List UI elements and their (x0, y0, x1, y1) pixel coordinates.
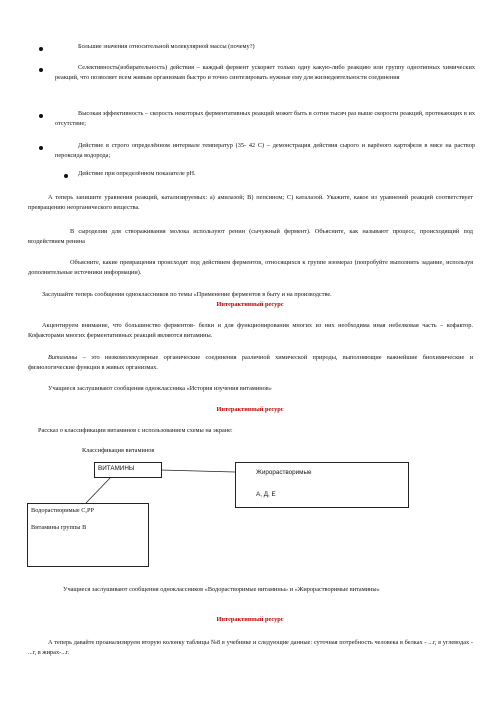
bullet-item: Действие при определённом показателе рН. (78, 170, 196, 177)
paragraph: Рассказ о классификации витаминов с использованием схемы на экране: (38, 427, 233, 434)
bullet-item: Действие в строго определённом интервале температур (35- 42 С) – демонстрация действия сырого и варёного картофеля в мясе на раствор пероксида водорода; (55, 142, 475, 159)
diagram-root-label: ВИТАМИНЫ (98, 465, 135, 472)
diagram-water-soluble-title: Водорастворимые С,РР (31, 507, 94, 514)
interactive-resource-link[interactable]: Интерактивный ресурс (216, 616, 284, 623)
diagram-caption: Классификация витаминов (82, 447, 155, 454)
paragraph: А теперь давайте проанализируем вторую колонку таблицы №8 в учебнике и следующие данные: суточная потребность человека в белках - ...г, в углеводах - ...г, в жирах-...г. (28, 639, 473, 656)
paragraph: А теперь запишите уравнения реакций, катализируемых: а) амилазой; В) пепсином; С) каталазой. Укажите, какое из уравнений реакций соответствует превращению неорганического вещества. (28, 194, 473, 211)
bullet-item: Селективность(избирательность) действия – каждый фермент ускоряет только одну какую-либо реакцию или группу однотипных химических реакций, что позволяет всем живым организмам быстро и точно синтезировать нужные ему для жизнедеятельности соединения (55, 64, 475, 81)
paragraph: Учащиеся заслушивают сообщения одноклассников «Водорастворимые витамины» и «Жирорастворимые витамины» (63, 586, 380, 593)
diagram-fat-soluble-box (235, 462, 409, 508)
paragraph: Витамины – это низкомолекулярные органические соединения различной химической природы, выполняющие важнейшие биохимические и физиологические функции в живых организмах. (28, 354, 473, 371)
term-italic: Витамины (48, 354, 78, 361)
diagram-water-soluble-box (27, 503, 149, 567)
diagram-fat-soluble-items: А, Д, Е (256, 491, 276, 498)
diagram-fat-soluble-title: Жирорастворимые (256, 469, 312, 476)
interactive-resource-link[interactable]: Интерактивный ресурс (216, 406, 284, 413)
paragraph: Учащиеся заслушивают сообщения одноклассника «История изучения витаминов» (48, 385, 272, 392)
diagram-water-soluble-items: Витамины группы В (31, 524, 87, 531)
bullet-item: Высокая эффективность – скорость некоторых ферментативных реакций может быть в сотни тысяч раз выше скорости реакций, протекающих в их отсутствие; (55, 110, 475, 127)
diagram-root-box (94, 462, 162, 478)
bullet-item: Большие значения относительной молекулярной массы (почему?) (78, 43, 255, 50)
paragraph: Объясните, какие превращения происходят под действием ферментов, относящихся к группе изомераз (попробуйте выполнить задание, используя дополнительные источники информации). (28, 259, 473, 276)
paragraph: Заслушайте теперь сообщения одноклассников по темы «Применение ферментов в быту и на производстве. (42, 291, 332, 298)
paragraph: В сыроделии для створаживания молока используют ренин (сычужный фермент). Объясните, как называют процесс, происходящий под воздействием ренина (28, 228, 473, 245)
paragraph: Акцентируем внимание, что большинство ферментов- белки и для функционирования многих из них необходима иная небелковая часть – кофактор. Кофакторами многих ферментативных реакций являются витамины. (28, 322, 473, 339)
interactive-resource-link[interactable]: Интерактивный ресурс (216, 301, 284, 308)
